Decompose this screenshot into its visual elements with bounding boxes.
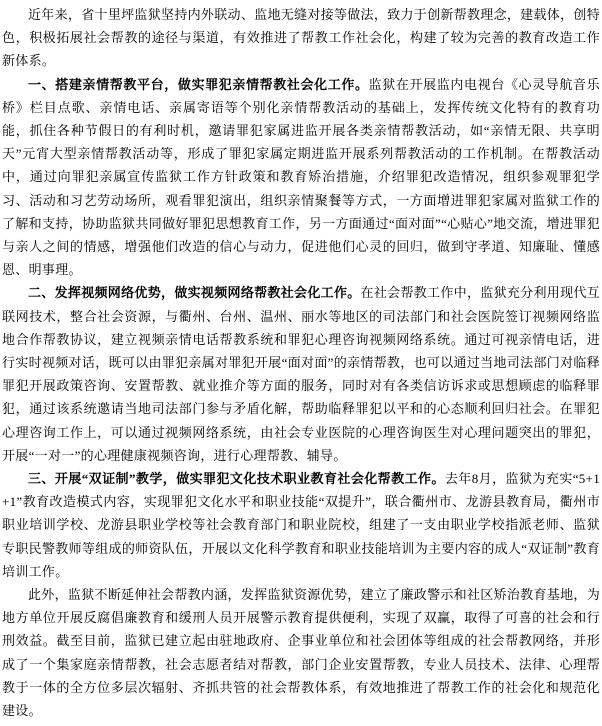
paragraph-closing: [2, 583, 600, 722]
text-run: 近年来，省十里坪监狱坚持内外联动、监地无缝对接等做法，致力于创新帮教理念，建载体，创特色，积极拓展社会帮教的途径与渠道，有效推进了帮教工作社会化，构建了较为完善的教育改造工作新体系。: [2, 7, 600, 69]
text-run: 去年8月，监狱为充实“5+1+1”教育改造模式内容，实现罪犯文化水平和职业技能“双提升”，联合衢州市、龙游县教育局，衢州市职业培训学校、龙游县职业学校等社会教育部门和职业院校，组建了一支由职业学校指派老师、监狱专职民警教师等组成的师资队伍，开展以文化科学教育和职业技能培训为主要内容的成人“双证制”教育培训工作。: [2, 471, 600, 579]
paragraph-intro: [2, 3, 600, 73]
paragraph-section-3: [2, 467, 600, 583]
section-heading: 二、发挥视频网络优势，做实视频网络帮教社会化工作。: [28, 285, 361, 301]
section-heading: 三、开展“双证制”教学，做实罪犯文化技术职业教育社会化帮教工作。: [28, 471, 445, 487]
text-run: 监狱在开展监内电视台《心灵导航音乐桥》栏目点歌、亲情电话、亲属寄语等个别化亲情帮教活动的基础上，发挥传统文化特有的教育功能，抓住各种节假日的有利时机，邀请罪犯家属进监开展各类亲情帮教活动，如“亲情无限、共享明天”元宵大型亲情帮教活动等，形成了罪犯家属定期进监开展系列帮教活动的工作机制。在帮教活动中，通过向罪犯亲属宣传监狱工作方针政策和教育矫治措施，介绍罪犯改造情况，组织参观罪犯学习、活动和习艺劳动场所，观看罪犯演出，组织亲情聚餐等方式，一方面增进罪犯家属对监狱工作的了解和支持，协助监狱共同做好罪犯思想教育工作，另一方面通过“面对面”“心贴心”地交流，增进罪犯与亲人之间的情感，增强他们改造的信心与动力，促进他们心灵的回归，做到守孝道、知廉耻、懂感恩、明事理。: [2, 76, 600, 278]
paragraph-section-1: [2, 73, 600, 282]
text-run: 此外，监狱不断延伸社会帮教内涵，发挥监狱资源优势，建立了廉政警示和社区矫治教育基地，为地方单位开展反腐倡廉教育和缓刑人员开展警示教育提供便利，实现了双赢，取得了可喜的社会和行刑效益。截至目前，监狱已建立起由驻地政府、企事业单位和社会团体等组成的社会帮教网络，并形成了一个集家庭亲情帮教，社会志愿者结对帮教，部门企业安置帮教，专业人员技术、法律、心理帮教于一体的全方位多层次辐射、齐抓共管的社会帮教体系，有效地推进了帮教工作的社会化和规范化建设。: [2, 587, 600, 719]
text-run: 在社会帮教工作中，监狱充分利用现代互联网技术，整合社会资源，与衢州、台州、温州、丽水等地区的司法部门和社会医院签订视频网络监地合作帮教协议，建立视频亲情电话帮教系统和罪犯心理咨询视频网络系统。通过可视亲情电话，进行实时视频对话，既可以由罪犯亲属对罪犯开展“面对面”的亲情帮教，也可以通过当地司法部门对临释罪犯开展政策咨询、安置帮教、就业推介等方面的服务，同时对有各类信访诉求或思想顾虑的临释罪犯，通过该系统邀请当地司法部门参与矛盾化解，帮助临释罪犯以平和的心态顺利回归社会。在罪犯心理咨询工作上，可以通过视频网络系统，由社会专业医院的心理咨询医生对心理问题突出的罪犯，开展“一对一”的心理健康视频咨询，进行心理帮教、辅导。: [2, 285, 600, 463]
paragraph-section-2: [2, 281, 600, 467]
section-heading: 一、搭建亲情帮教平台，做实罪犯亲情帮教社会化工作。: [28, 76, 369, 92]
